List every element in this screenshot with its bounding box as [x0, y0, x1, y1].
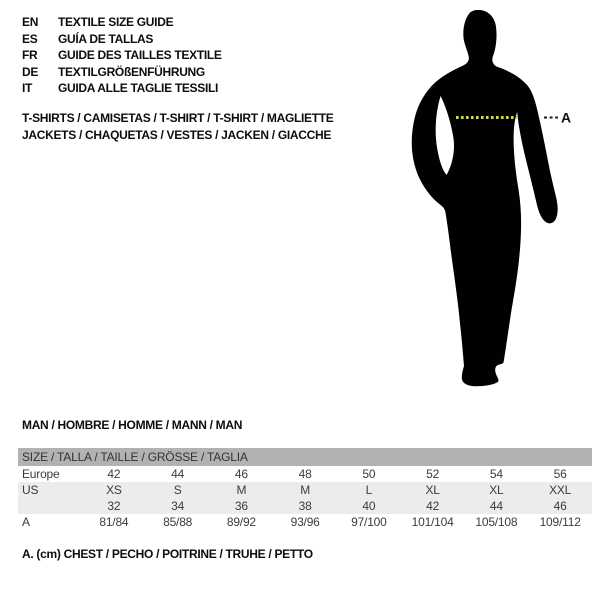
table-cell: 93/96 — [290, 515, 320, 529]
section-title-man: MAN / HOMBRE / HOMME / MANN / MAN — [22, 418, 243, 432]
table-row-us — [18, 482, 592, 498]
size-table — [18, 448, 592, 530]
measurement-footnote: A. (cm) CHEST / PECHO / POITRINE / TRUHE / PETTO — [22, 547, 313, 561]
table-cell: 42 — [107, 467, 121, 481]
table-cell: 105/108 — [475, 515, 518, 529]
language-row-en — [22, 14, 222, 31]
row-label — [18, 498, 82, 514]
table-cell: M — [300, 483, 311, 497]
man-silhouette-shape — [412, 10, 558, 386]
row-label: US — [22, 483, 39, 497]
table-cell: S — [173, 483, 182, 497]
table-row-chest — [18, 514, 592, 530]
language-row-it — [22, 80, 222, 97]
table-cell: 52 — [426, 467, 440, 481]
table-cell: 97/100 — [351, 515, 387, 529]
table-cell: 32 — [107, 499, 121, 513]
row-label: Europe — [22, 467, 60, 481]
language-code: FR — [22, 48, 38, 62]
language-row-fr — [22, 47, 222, 64]
table-cell: 38 — [298, 499, 312, 513]
table-cell: 36 — [234, 499, 248, 513]
table-cell: 44 — [171, 467, 185, 481]
table-cell: L — [365, 483, 373, 497]
language-title: TEXTILGRÖßENFÜHRUNG — [58, 64, 205, 79]
table-cell: 56 — [553, 467, 567, 481]
table-cell: 89/92 — [226, 515, 256, 529]
language-row-de — [22, 64, 222, 81]
table-cell: XL — [425, 483, 440, 497]
language-code: EN — [22, 15, 39, 29]
man-silhouette-figure — [390, 0, 600, 400]
table-cell: 46 — [553, 499, 567, 513]
language-row-es — [22, 31, 222, 48]
table-cell: 81/84 — [99, 515, 129, 529]
table-cell: M — [236, 483, 247, 497]
row-label: A — [22, 515, 30, 529]
category-tshirts: T-SHIRTS / CAMISETAS / T-SHIRT / T-SHIRT / MAGLIETTE — [22, 111, 334, 125]
table-cell: 109/112 — [539, 515, 581, 529]
table-cell: 54 — [489, 467, 503, 481]
table-cell: XS — [106, 483, 122, 497]
table-cell: 44 — [489, 499, 503, 513]
language-code: DE — [22, 64, 39, 79]
table-cell: XXL — [549, 483, 572, 497]
table-cell: 46 — [234, 467, 248, 481]
table-cell: XL — [489, 483, 504, 497]
language-title: GUIDA ALLE TAGLIE TESSILI — [58, 81, 219, 95]
language-title-list — [22, 14, 222, 97]
language-code: IT — [22, 81, 33, 95]
category-jackets: JACKETS / CHAQUETAS / VESTES / JACKEN / GIACCHE — [22, 128, 332, 142]
table-cell: 50 — [362, 467, 376, 481]
table-cell: 101/104 — [411, 515, 454, 529]
table-cell: 42 — [426, 499, 440, 513]
table-cell: 34 — [171, 499, 185, 513]
size-table-header: SIZE / TALLA / TAILLE / GRÖSSE / TAGLIA — [18, 448, 592, 466]
table-row-europe — [18, 466, 592, 482]
man-silhouette-svg — [390, 0, 600, 400]
category-list — [22, 110, 334, 144]
language-title: TEXTILE SIZE GUIDE — [58, 15, 174, 29]
table-row-numeric — [18, 498, 592, 514]
table-cell: 85/88 — [163, 515, 193, 529]
chest-measure-label: A — [561, 109, 572, 126]
table-cell: 40 — [362, 499, 376, 513]
language-code: ES — [22, 31, 38, 46]
language-title: GUIDE DES TAILLES TEXTILE — [58, 48, 222, 62]
table-cell: 48 — [298, 467, 312, 481]
language-title: GUÍA DE TALLAS — [58, 31, 154, 46]
